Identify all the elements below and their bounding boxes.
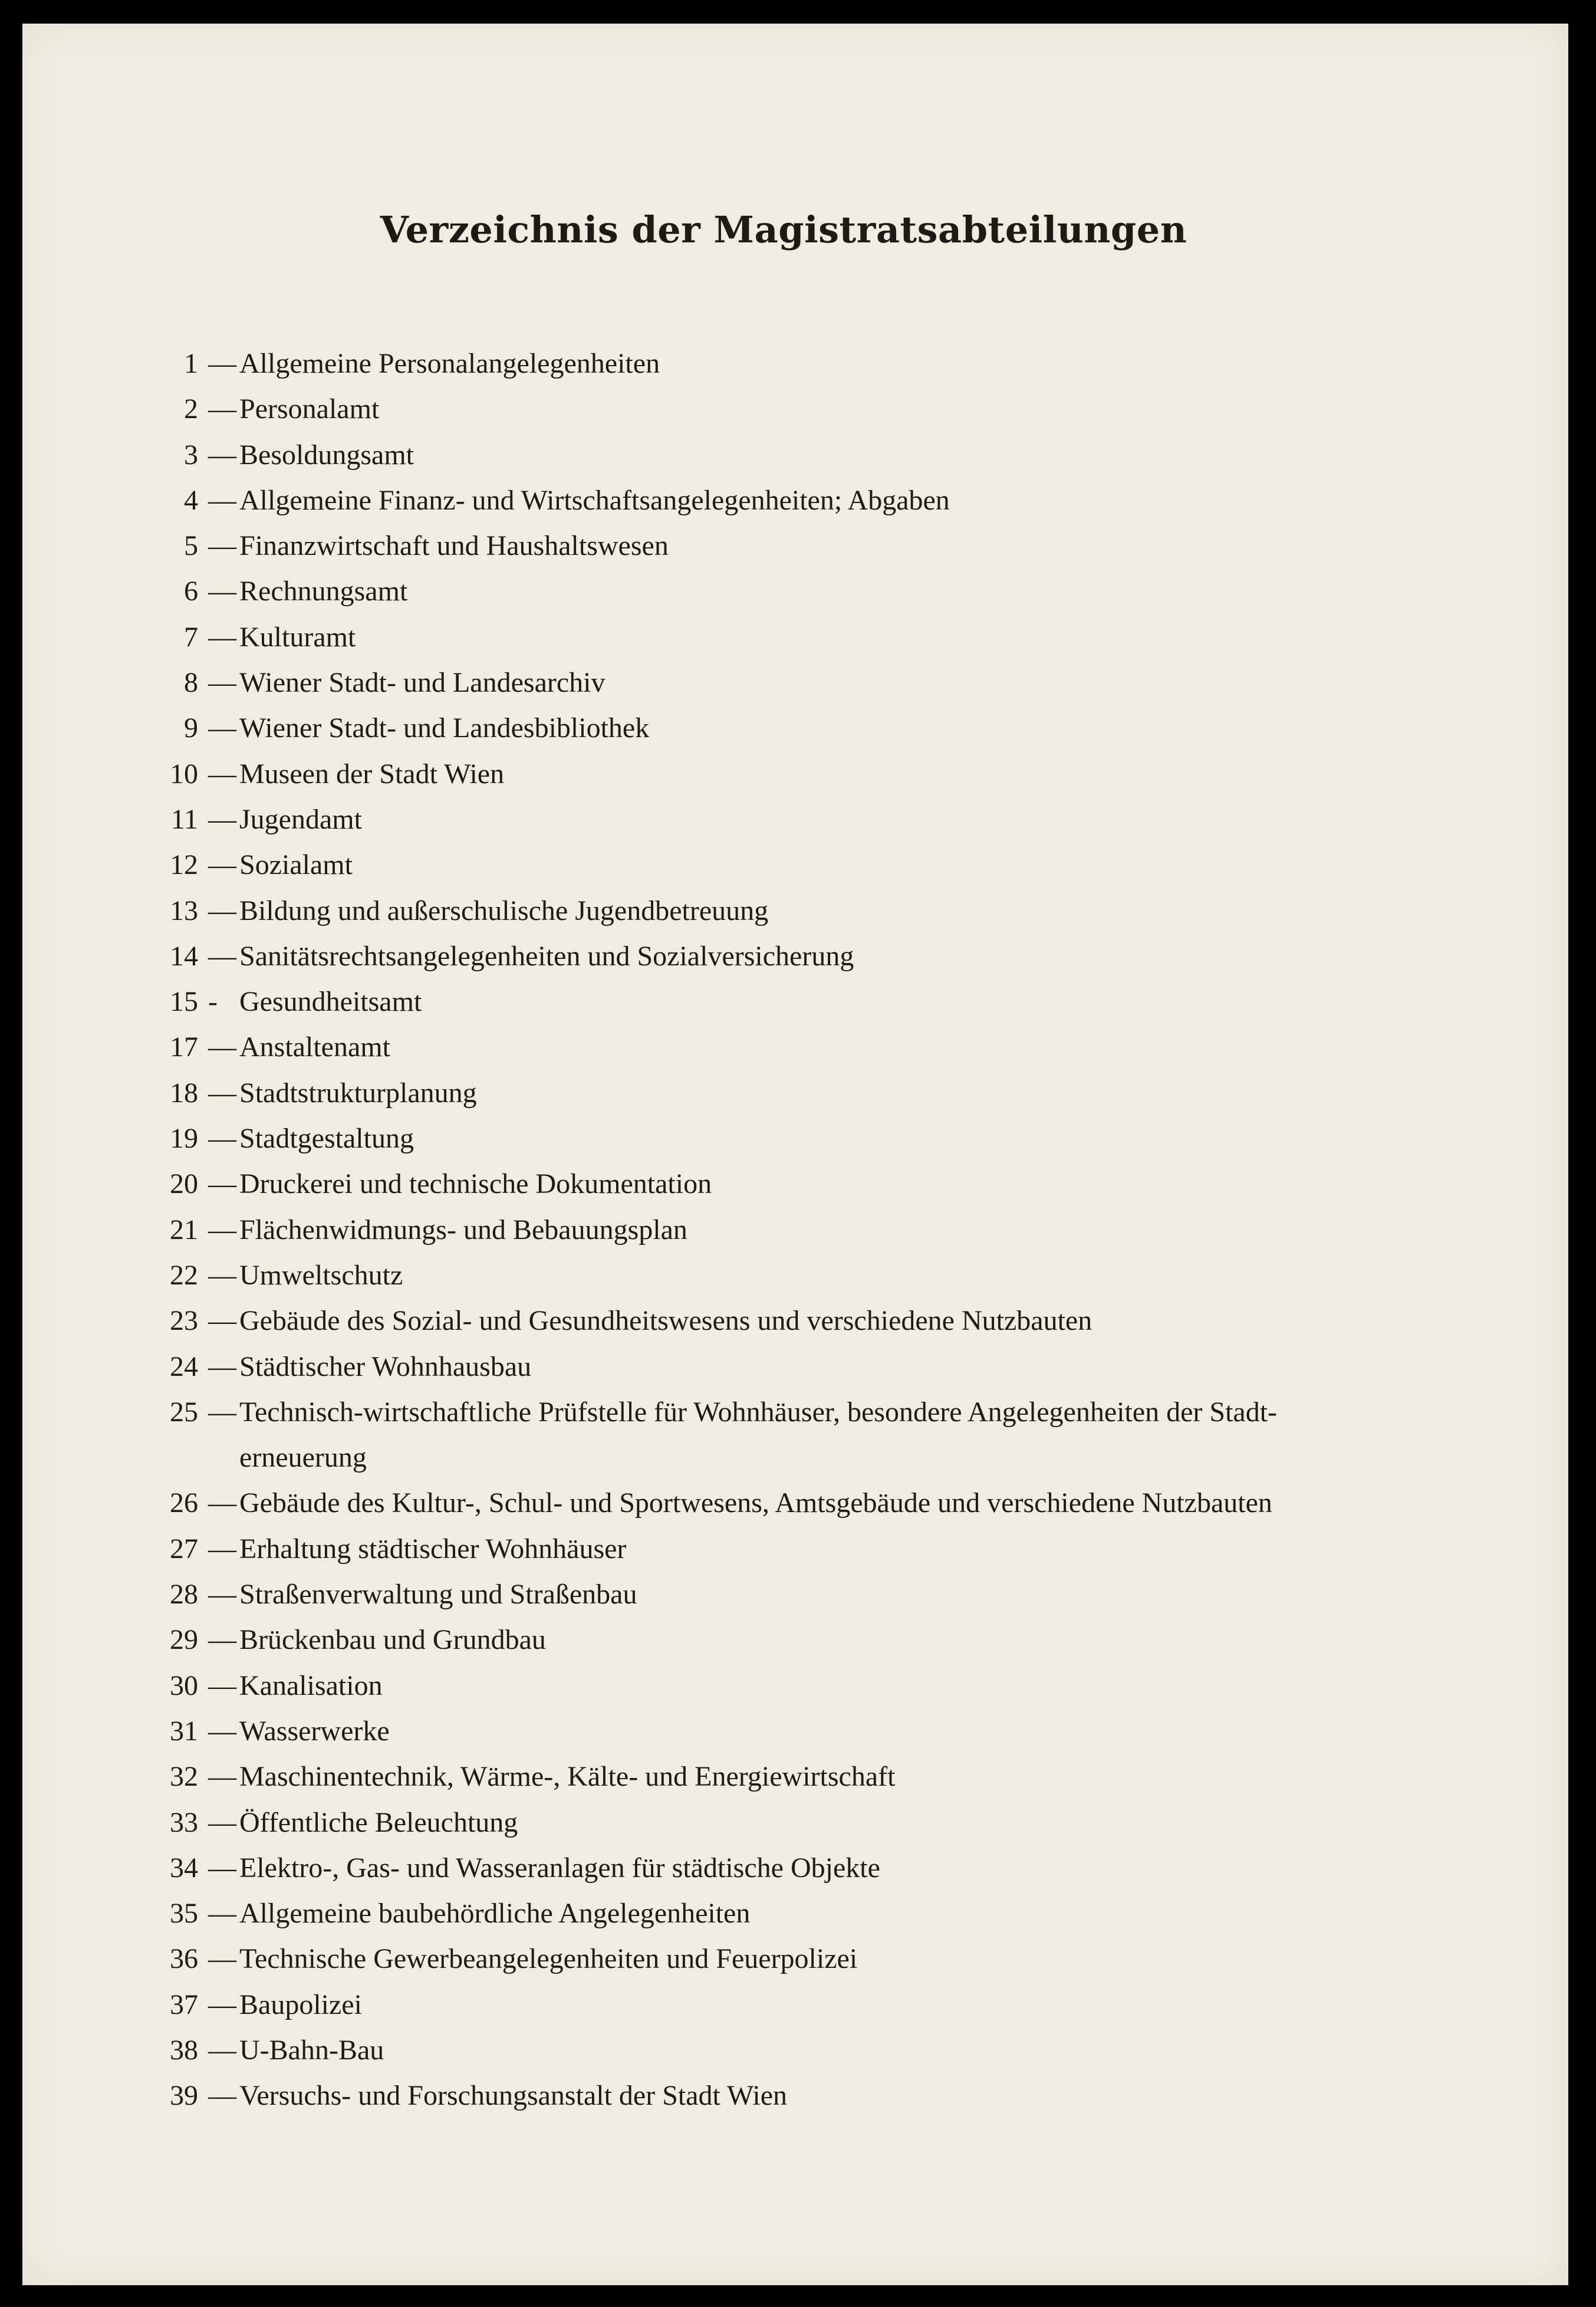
separator-dash: — [208,393,236,425]
list-item [22,2073,1568,2118]
list-item [22,1253,1568,1298]
separator-dash: — [208,1259,236,1291]
department-name: Gesundheitsamt [239,986,422,1018]
department-name: Elektro-, Gas- und Wasseranlagen für städtische Objekte [239,1852,880,1884]
department-number: 18 [170,1077,198,1109]
separator-dash: — [208,1077,236,1109]
separator-dash: — [208,439,236,471]
separator-dash: — [208,1943,236,1975]
list-item [22,1754,1568,1799]
list-item [22,1344,1568,1389]
department-number: 27 [170,1533,198,1565]
list-item [22,888,1568,934]
list-item [22,432,1568,478]
list-item [22,660,1568,705]
separator-dash: — [208,803,236,835]
department-list [22,341,1568,2119]
department-number: 33 [170,1806,198,1838]
list-item [22,842,1568,888]
list-item [22,1298,1568,1343]
department-number: 38 [170,2034,198,2066]
separator-dash: — [208,348,236,379]
list-item [22,1845,1568,1891]
department-number: 35 [170,1898,198,1930]
department-name: Museen der Stadt Wien [239,758,505,790]
department-number: 21 [170,1214,198,1245]
separator-dash: - [208,986,218,1018]
separator-dash: — [208,1624,236,1656]
department-number: 6 [184,576,198,607]
list-item [22,568,1568,614]
separator-dash: — [208,1852,236,1884]
department-name: Anstaltenamt [239,1031,390,1063]
separator-dash: — [208,576,236,607]
department-number: 2 [184,393,198,425]
separator-dash: — [208,1123,236,1155]
department-name [239,1389,1454,1481]
separator-dash: — [208,621,236,653]
list-item [22,1708,1568,1754]
department-number: 1 [184,348,198,379]
department-name: U-Bahn-Bau [239,2034,384,2066]
department-number: 4 [184,484,198,516]
department-name: Stadtstrukturplanung [239,1077,477,1109]
department-number: 17 [170,1031,198,1063]
department-name: Kulturamt [239,621,356,653]
separator-dash: — [208,895,236,926]
department-name: Wiener Stadt- und Landesarchiv [239,667,606,699]
list-item [22,1207,1568,1253]
department-number: 22 [170,1259,198,1291]
list-item [22,386,1568,432]
department-number: 39 [170,2080,198,2112]
list-item [22,1389,1568,1481]
separator-dash: — [208,2034,236,2066]
separator-dash: — [208,1898,236,1930]
department-name: Baupolizei [239,1989,362,2020]
separator-dash: — [208,1715,236,1747]
separator-dash: — [208,849,236,881]
separator-dash: — [208,1305,236,1337]
department-name: Städtischer Wohnhausbau [239,1350,532,1382]
separator-dash: — [208,1579,236,1611]
separator-dash: — [208,1487,236,1519]
department-name: Maschinentechnik, Wärme-, Kälte- und Energiewirtschaft [239,1761,896,1793]
list-item [22,797,1568,842]
list-item [22,1982,1568,2027]
department-number: 20 [170,1168,198,1200]
list-item [22,1663,1568,1708]
department-number: 32 [170,1761,198,1793]
list-item [22,751,1568,797]
department-name: Besoldungsamt [239,439,414,471]
list-item [22,934,1568,979]
list-item [22,341,1568,386]
department-number: 10 [170,758,198,790]
separator-dash: — [208,1989,236,2020]
department-name: Wasserwerke [239,1715,390,1747]
list-item [22,1070,1568,1116]
department-name: Jugendamt [239,803,362,835]
department-name-line: erneuerung [239,1442,367,1474]
list-item [22,1161,1568,1207]
department-name: Finanzwirtschaft und Haushaltswesen [239,530,669,562]
department-name: Allgemeine baubehördliche Angelegenheiten [239,1898,751,1930]
department-name: Rechnungsamt [239,576,408,607]
department-name: Sozialamt [239,849,353,881]
department-number: 12 [170,849,198,881]
separator-dash: — [208,1031,236,1063]
department-number: 26 [170,1487,198,1519]
department-name: Allgemeine Finanz- und Wirtschaftsangelegenheiten; Abgaben [239,484,950,516]
list-item [22,1936,1568,1981]
department-name: Erhaltung städtischer Wohnhäuser [239,1533,627,1565]
department-number: 24 [170,1350,198,1382]
department-name: Bildung und außerschulische Jugendbetreuung [239,895,769,926]
list-item [22,1617,1568,1662]
department-name: Stadtgestaltung [239,1123,414,1155]
department-name: Allgemeine Personalangelegenheiten [239,348,660,379]
list-item [22,2027,1568,2073]
separator-dash: — [208,758,236,790]
separator-dash: — [208,1670,236,1701]
list-item [22,1800,1568,1845]
department-name: Druckerei und technische Dokumentation [239,1168,712,1200]
department-number: 25 [170,1396,198,1428]
department-number: 28 [170,1579,198,1611]
department-number: 8 [184,667,198,699]
separator-dash: — [208,667,236,699]
separator-dash: — [208,1533,236,1565]
page-title: Verzeichnis der Magistratsabteilungen [380,208,1187,251]
separator-dash: — [208,1350,236,1382]
list-item [22,979,1568,1024]
department-name: Straßenverwaltung und Straßenbau [239,1579,637,1611]
department-number: 3 [184,439,198,471]
department-name: Kanalisation [239,1670,383,1701]
department-number: 34 [170,1852,198,1884]
department-number: 7 [184,621,198,653]
list-item [22,614,1568,660]
department-number: 30 [170,1670,198,1701]
separator-dash: — [208,1761,236,1793]
department-name-line: Technisch-wirtschaftliche Prüfstelle für Wohnhäuser, besondere Angelegenheiten der Stadt- [239,1396,1278,1428]
list-item [22,1116,1568,1161]
list-item [22,478,1568,523]
separator-dash: — [208,2080,236,2112]
list-item [22,705,1568,751]
department-number: 15 [170,986,198,1018]
department-number: 13 [170,895,198,926]
department-name: Wiener Stadt- und Landesbibliothek [239,712,650,744]
department-number: 31 [170,1715,198,1747]
department-number: 9 [184,712,198,744]
department-number: 23 [170,1305,198,1337]
department-number: 5 [184,530,198,562]
list-item [22,1526,1568,1572]
department-name: Gebäude des Kultur-, Schul- und Sportwesens, Amtsgebäude und verschiedene Nutzbauten [239,1487,1272,1519]
separator-dash: — [208,712,236,744]
department-name: Flächenwidmungs- und Bebauungsplan [239,1214,687,1245]
department-name: Gebäude des Sozial- und Gesundheitswesens und verschiedene Nutzbauten [239,1305,1092,1337]
list-item [22,1891,1568,1936]
department-name: Sanitätsrechtsangelegenheiten und Sozialversicherung [239,940,854,972]
list-item [22,1024,1568,1070]
list-item [22,523,1568,568]
department-number: 29 [170,1624,198,1656]
department-name: Versuchs- und Forschungsanstalt der Stadt Wien [239,2080,788,2112]
separator-dash: — [208,940,236,972]
department-name: Öffentliche Beleuchtung [239,1806,518,1838]
list-item [22,1480,1568,1526]
department-number: 37 [170,1989,198,2020]
separator-dash: — [208,1168,236,1200]
department-number: 14 [170,940,198,972]
separator-dash: — [208,1396,236,1428]
department-number: 19 [170,1123,198,1155]
department-number: 11 [170,803,198,835]
department-name: Personalamt [239,393,380,425]
department-number: 36 [170,1943,198,1975]
document-page [22,24,1568,2285]
separator-dash: — [208,1806,236,1838]
department-name: Technische Gewerbeangelegenheiten und Feuerpolizei [239,1943,858,1975]
separator-dash: — [208,530,236,562]
separator-dash: — [208,484,236,516]
list-item [22,1572,1568,1617]
department-name: Umweltschutz [239,1259,403,1291]
department-name: Brückenbau und Grundbau [239,1624,546,1656]
separator-dash: — [208,1214,236,1245]
